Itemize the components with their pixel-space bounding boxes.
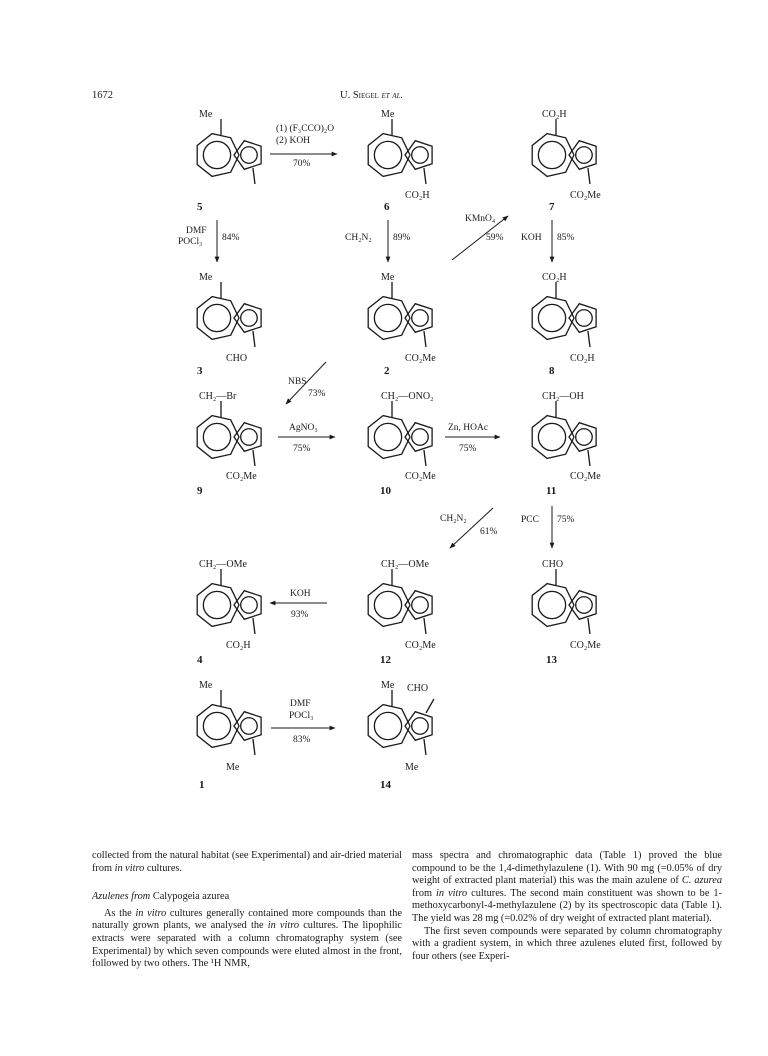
paragraph-left-1 <box>92 850 402 875</box>
yield-6-2: 89% <box>393 233 411 243</box>
text-italic: in vitro <box>135 907 167 919</box>
text-run: from <box>412 887 437 899</box>
yield-5-6: 70% <box>293 159 311 169</box>
reagent-6-2: CH₂N₂ <box>345 233 372 243</box>
compound-number-14: 14 <box>380 779 391 791</box>
heading-text: Azulenes from <box>92 891 153 903</box>
yield-11-13: 75% <box>557 515 575 525</box>
substituent-8-bottom: CO₂H <box>570 353 595 364</box>
substituent-1-bottom: Me <box>226 762 240 773</box>
aromatic-circle-five-5 <box>241 147 258 164</box>
compound-number-3: 3 <box>197 365 203 377</box>
text-italic: in vitro <box>436 887 468 899</box>
aromatic-circle-five-13 <box>576 597 593 614</box>
yield-2-9: 73% <box>308 389 326 399</box>
compound-number-11: 11 <box>546 485 557 497</box>
reagent-1-14-line1: DMF <box>290 699 311 709</box>
substituent-8-top: CO₂H <box>542 272 567 283</box>
bond-bottom-8 <box>588 331 590 347</box>
aromatic-circle-five-14 <box>412 718 429 735</box>
text-column-left <box>92 850 402 971</box>
aromatic-circle-five-7 <box>576 147 593 164</box>
aromatic-circle-seven-6 <box>374 141 401 168</box>
aromatic-circle-seven-3 <box>203 304 230 331</box>
aromatic-circle-seven-7 <box>538 141 565 168</box>
text-italic: in vitro <box>267 920 300 932</box>
aromatic-circle-five-9 <box>241 429 258 446</box>
reagent-12-4: KOH <box>290 589 311 599</box>
compound-number-4: 4 <box>197 654 203 666</box>
aromatic-circle-five-4 <box>241 597 258 614</box>
aromatic-circle-seven-5 <box>203 141 230 168</box>
reagent-2-7: KMnO₄ <box>465 214 496 224</box>
reagent-5-3-line1: DMF <box>186 226 207 236</box>
reagent-5-3-line2: POCl₃ <box>178 237 203 247</box>
aromatic-circle-seven-11 <box>538 423 565 450</box>
aromatic-circle-seven-14 <box>374 712 401 739</box>
reagent-7-8: KOH <box>521 233 542 243</box>
reagent-5-6-line1: (1) (F₃CCO)₂O <box>276 124 335 134</box>
bond-bottom-13 <box>588 618 590 634</box>
substituent-14-bottom: Me <box>405 762 419 773</box>
heading-species: Calypogeia azurea <box>152 891 230 903</box>
paragraph-left-2 <box>92 908 402 971</box>
text-italic: in vitro <box>114 862 145 874</box>
reagent-2-9: NBS <box>288 377 307 387</box>
text-run: mass spectra and chromatographic data (Table 1) proved the blue compound to be the 1,4-dimethylazulene (1). With 90 mg (=0.05% of dry weight of extracted plant material) this was the main azulene of <box>412 850 722 887</box>
bond-bottom-10 <box>424 450 426 466</box>
text-run: cultures generally contained more compounds than the naturally grown plants, we analysed the <box>92 907 403 932</box>
aromatic-circle-five-12 <box>412 597 429 614</box>
substituent-3-top: Me <box>199 272 213 283</box>
substituent-11-bottom: CO₂Me <box>570 471 601 482</box>
page-number: 1672 <box>92 90 113 101</box>
bond-bottom-14 <box>424 739 426 755</box>
compound-number-10: 10 <box>380 485 391 497</box>
yield-5-3: 84% <box>222 233 240 243</box>
reagent-10-11: Zn, HOAc <box>448 423 489 433</box>
compound-number-5: 5 <box>197 201 203 213</box>
yield-9-10: 75% <box>293 444 311 454</box>
substituent-7-bottom: CO₂Me <box>570 190 601 201</box>
substituent-5-top: Me <box>199 109 213 120</box>
aromatic-circle-seven-9 <box>203 423 230 450</box>
compound-number-13: 13 <box>546 654 557 666</box>
compound-number-1: 1 <box>199 779 205 791</box>
substituent-14-cho: CHO <box>407 683 429 694</box>
aromatic-circle-seven-13 <box>538 591 565 618</box>
reagent-1-14-line2: POCl₃ <box>289 711 314 721</box>
section-heading <box>92 891 402 904</box>
compound-number-9: 9 <box>197 485 203 497</box>
substituent-2-bottom: CO₂Me <box>405 353 436 364</box>
substituent-2-top: Me <box>381 272 395 283</box>
bond-bottom-7 <box>588 168 590 184</box>
paragraph-right-1 <box>412 850 722 926</box>
substituent-13-top: CHO <box>542 559 564 570</box>
yield-10-11: 75% <box>459 444 477 454</box>
bond-bottom-2 <box>424 331 426 347</box>
text-run: cultures. The lipophilic extracts were separated with a column chromatography system (see Experimental) by which seven compounds were eluted almost in the front, followed by two others. The ¹H NMR, <box>92 920 403 970</box>
text-italic: C. azurea <box>681 875 722 887</box>
running-header-authors: U. Siegel <box>340 90 379 101</box>
yield-7-8: 85% <box>557 233 575 243</box>
reagent-5-6-line2: (2) KOH <box>276 136 311 146</box>
substituent-9-top: CH₂—Br <box>199 391 237 402</box>
substituent-6-bottom: CO₂H <box>405 190 430 201</box>
substituent-6-top: Me <box>381 109 395 120</box>
aromatic-circle-five-11 <box>576 429 593 446</box>
aromatic-circle-seven-12 <box>374 591 401 618</box>
substituent-10-top: CH₂—ONO₂ <box>381 391 434 402</box>
text-run: As the <box>104 907 136 919</box>
text-run: cultures. The second main constituent was shown to be 1-methoxycarbonyl-4-methylazulene (2) by its spectroscopic data (Table 1). The yield was 28 mg (=0.02% of dry weight of extracted plant material). <box>412 887 722 924</box>
bond-bottom-1 <box>253 739 255 755</box>
bond-bottom-9 <box>253 450 255 466</box>
aromatic-circle-five-10 <box>412 429 429 446</box>
substituent-14-top: Me <box>381 680 395 691</box>
bond-bottom-3 <box>253 331 255 347</box>
yield-1-14: 83% <box>293 735 311 745</box>
bond-bottom-12 <box>424 618 426 634</box>
text-run: collected from the natural habitat (see Experimental) and air-dried material from <box>92 850 402 874</box>
aromatic-circle-seven-4 <box>203 591 230 618</box>
aromatic-circle-five-8 <box>576 310 593 327</box>
aromatic-circle-five-3 <box>241 310 258 327</box>
compound-number-6: 6 <box>384 201 390 213</box>
bond-bottom-11 <box>588 450 590 466</box>
paragraph-right-2: The first seven compounds were separated by column chromatography with a gradient system, in which three azulenes eluted first, followed by four others (see Experi- <box>412 925 722 962</box>
bond-cho-14 <box>426 699 434 713</box>
yield-2-7: 59% <box>486 233 504 243</box>
aromatic-circle-seven-2 <box>374 304 401 331</box>
substituent-12-top: CH₂—OMe <box>381 559 429 570</box>
compound-number-12: 12 <box>380 654 391 666</box>
substituent-10-bottom: CO₂Me <box>405 471 436 482</box>
reagent-11-12: CH₂N₂ <box>440 514 467 524</box>
substituent-1-top: Me <box>199 680 213 691</box>
aromatic-circle-seven-10 <box>374 423 401 450</box>
reagent-11-13: PCC <box>521 515 539 525</box>
bond-bottom-4 <box>253 618 255 634</box>
aromatic-circle-seven-1 <box>203 712 230 739</box>
compound-number-2: 2 <box>384 365 390 377</box>
text-column-right <box>412 850 722 963</box>
compound-number-8: 8 <box>549 365 555 377</box>
reagent-9-10: AgNO₃ <box>289 423 318 433</box>
substituent-3-bottom: CHO <box>226 353 248 364</box>
yield-12-4: 93% <box>291 610 309 620</box>
yield-11-12: 61% <box>480 527 498 537</box>
aromatic-circle-five-6 <box>412 147 429 164</box>
aromatic-circle-seven-8 <box>538 304 565 331</box>
compound-number-7: 7 <box>549 201 555 213</box>
substituent-9-bottom: CO₂Me <box>226 471 257 482</box>
substituent-11-top: CH₂—OH <box>542 391 584 402</box>
substituent-12-bottom: CO₂Me <box>405 640 436 651</box>
substituent-4-bottom: CO₂H <box>226 640 251 651</box>
aromatic-circle-five-1 <box>241 718 258 735</box>
substituent-7-top: CO₂H <box>542 109 567 120</box>
text-run: cultures. <box>144 862 182 874</box>
bond-bottom-5 <box>253 168 255 184</box>
running-header-etal: et al. <box>378 90 404 101</box>
substituent-4-top: CH₂—OMe <box>199 559 247 570</box>
bond-bottom-6 <box>424 168 426 184</box>
aromatic-circle-five-2 <box>412 310 429 327</box>
substituent-13-bottom: CO₂Me <box>570 640 601 651</box>
